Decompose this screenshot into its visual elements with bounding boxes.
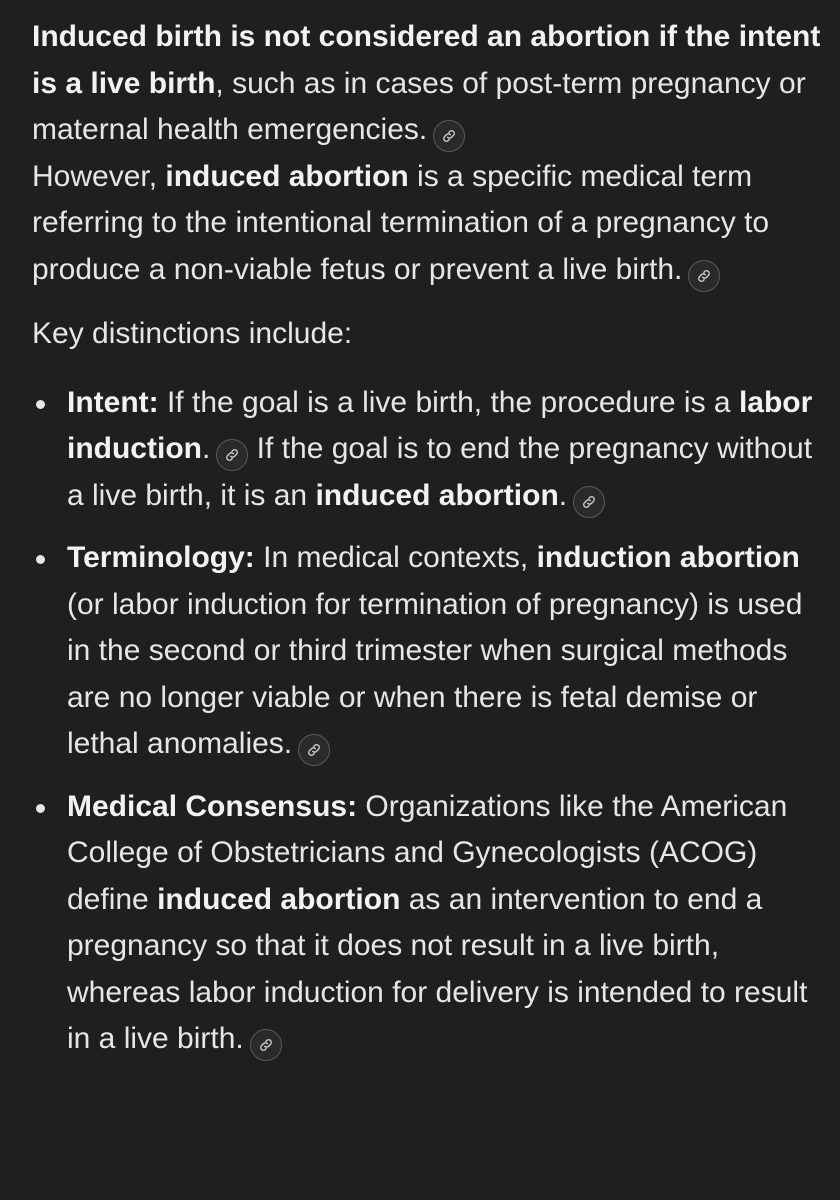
citation-link-button[interactable] bbox=[433, 120, 465, 152]
link-icon bbox=[306, 742, 322, 758]
bullet-text: If the goal is to end the pregnancy without a live birth, it is an bbox=[67, 432, 813, 512]
citation-link-button[interactable] bbox=[573, 486, 605, 518]
bullet-text: . bbox=[558, 478, 568, 512]
link-icon bbox=[696, 268, 712, 284]
intro-text: , such as in cases of post-term pregnancy or maternal health emergencies. bbox=[32, 66, 806, 146]
citation-link-button[interactable] bbox=[250, 1029, 282, 1061]
link-icon bbox=[258, 1037, 274, 1053]
bullet-bold-term: labor induction bbox=[67, 385, 813, 465]
bullet-label: Terminology: bbox=[67, 541, 255, 574]
bullet-bold-term: induced abortion bbox=[315, 478, 559, 512]
bullet-bold-term: induction abortion bbox=[536, 541, 800, 574]
link-icon bbox=[581, 494, 597, 510]
list-item-terminology bbox=[32, 535, 822, 768]
intro-text-however: However, bbox=[32, 159, 166, 193]
bullet-label: Medical Consensus: bbox=[67, 789, 358, 823]
response-content bbox=[32, 14, 822, 1079]
bullet-text: as an intervention to end a pregnancy so that it does not result in a live birth, whereas labor induction for delivery is intended to result in a live birth. bbox=[67, 882, 808, 1055]
intro-bold-statement: Induced birth is not considered an abortion if the intent is a live birth bbox=[32, 20, 821, 100]
bullet-text: Organizations like the American College of Obstetricians and Gynecologists (ACOG) define bbox=[67, 789, 788, 916]
bullet-text: If the goal is a live birth, the procedure is a bbox=[158, 385, 739, 419]
intro-text-definition: is a specific medical term referring to the intentional termination of a pregnancy to produce a non-viable fetus or prevent a live birth. bbox=[32, 159, 770, 286]
citation-link-button[interactable] bbox=[216, 439, 248, 471]
distinctions-list bbox=[32, 380, 822, 1063]
bullet-bold-term: induced abortion bbox=[157, 882, 401, 916]
citation-link-button[interactable] bbox=[298, 734, 330, 766]
bullet-text: . bbox=[201, 432, 211, 465]
link-icon bbox=[224, 447, 240, 463]
bullet-text: (or labor induction for termination of pregnancy) is used in the second or third trimester when surgical methods are no longer viable or when there is fetal demise or lethal anomalies. bbox=[67, 587, 803, 760]
list-item-medical-consensus bbox=[32, 784, 822, 1063]
citation-link-button[interactable] bbox=[688, 260, 720, 292]
bullet-text: In medical contexts, bbox=[254, 541, 537, 574]
list-lead: Key distinctions include: bbox=[32, 317, 353, 350]
intro-bold-term: induced abortion bbox=[165, 159, 409, 193]
link-icon bbox=[441, 128, 457, 144]
list-item-intent bbox=[32, 380, 822, 520]
intro-paragraph bbox=[32, 14, 822, 293]
bullet-label: Intent: bbox=[67, 385, 159, 419]
